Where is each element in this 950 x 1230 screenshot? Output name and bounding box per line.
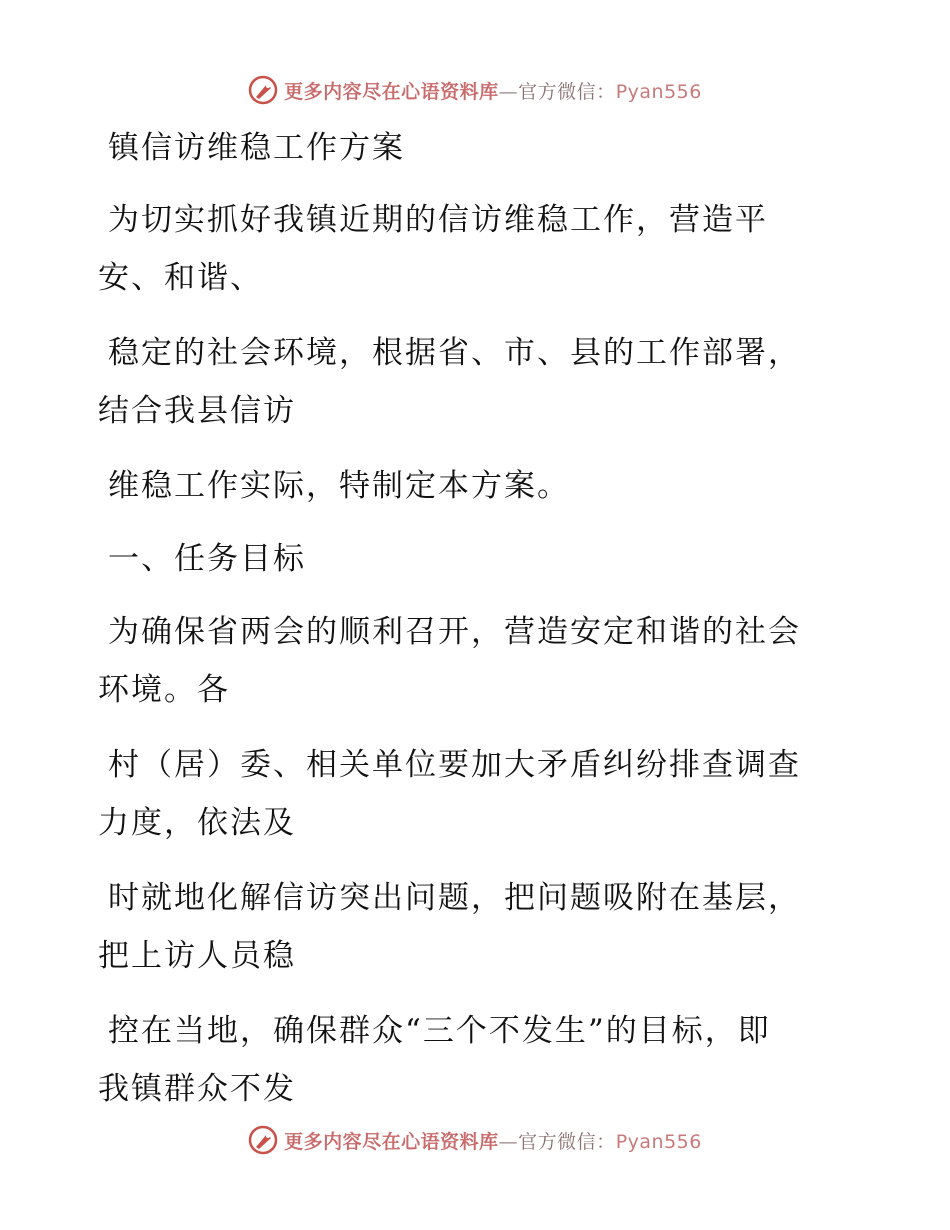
watermark-banner-bottom — [0, 1120, 950, 1160]
paragraph-line: 结合我县信访 — [98, 393, 296, 429]
paragraph-line: 稳定的社会环境，根据省、市、县的工作部署， — [108, 335, 801, 371]
paragraph-line: 环境。各 — [98, 672, 230, 708]
pen-nib-logo-icon — [248, 1125, 278, 1155]
pen-nib-logo-icon — [248, 75, 278, 105]
paragraph-line: 为切实抓好我镇近期的信访维稳工作，营造平 — [108, 202, 768, 238]
watermark-text: 更多内容尽在心语资料库—官方微信：Pyan556 — [284, 1130, 702, 1153]
paragraph-line: 时就地化解信访突出问题，把问题吸附在基层， — [108, 880, 801, 916]
paragraph-line: 力度，依法及 — [98, 805, 296, 841]
paragraph-line: 村（居）委、相关单位要加大矛盾纠纷排查调查 — [108, 747, 801, 783]
watermark-banner-top — [0, 70, 950, 110]
section-heading: 一、任务目标 — [108, 541, 306, 577]
paragraph-line: 把上访人员稳 — [98, 938, 296, 974]
watermark-text: 更多内容尽在心语资料库—官方微信：Pyan556 — [284, 80, 702, 103]
document-title: 镇信访维稳工作方案 — [108, 130, 405, 166]
paragraph-line: 安、和谐、 — [98, 260, 263, 296]
paragraph-line: 我镇群众不发 — [98, 1071, 296, 1107]
paragraph-line: 控在当地，确保群众“三个不发生”的目标，即 — [108, 1013, 771, 1049]
paragraph-line: 维稳工作实际，特制定本方案。 — [108, 468, 570, 504]
paragraph-line: 为确保省两会的顺利召开，营造安定和谐的社会 — [108, 614, 801, 650]
